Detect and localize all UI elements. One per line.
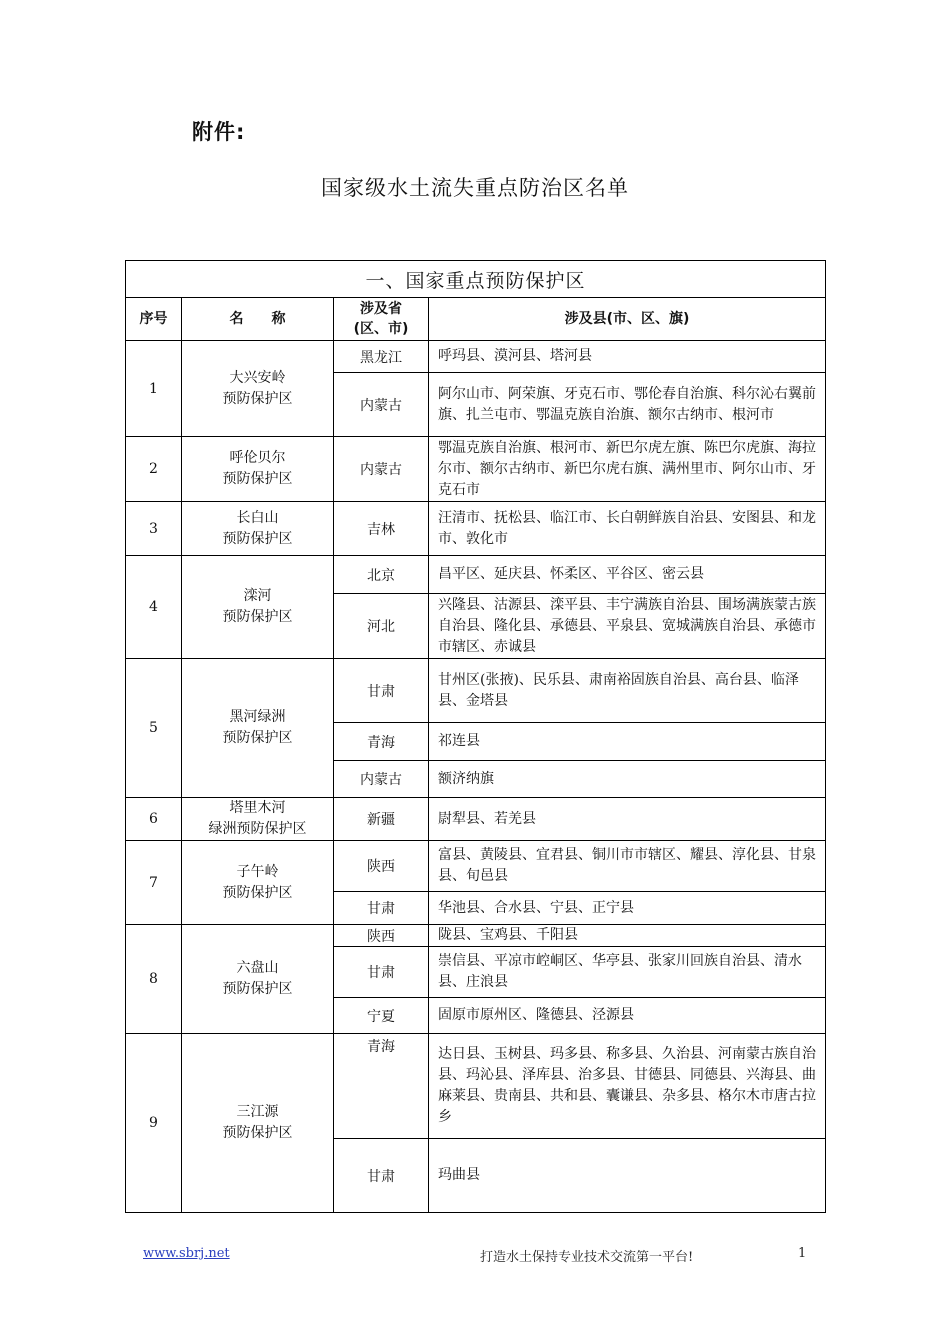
zone-name: 塔里木河 绿洲预防保护区 xyxy=(182,798,334,841)
row-number: 2 xyxy=(126,437,182,502)
zone-name: 滦河 预防保护区 xyxy=(182,556,334,659)
counties-cell: 祁连县 xyxy=(429,723,826,761)
counties-cell: 鄂温克族自治旗、根河市、新巴尔虎左旗、陈巴尔虎旗、海拉尔市、额尔古纳市、新巴尔虎右旗、满州里市、阿尔山市、牙克石市 xyxy=(429,437,826,502)
province-cell: 甘肃 xyxy=(334,659,429,723)
header-no: 序号 xyxy=(126,298,182,341)
zone-name: 子午岭 预防保护区 xyxy=(182,841,334,925)
counties-cell: 达日县、玉树县、玛多县、称多县、久治县、河南蒙古族自治县、玛沁县、泽库县、治多县、甘德县、同德县、兴海县、曲麻莱县、贵南县、共和县、囊谦县、杂多县、格尔木市唐古拉乡 xyxy=(429,1034,826,1139)
row-number: 1 xyxy=(126,341,182,437)
row-number: 3 xyxy=(126,502,182,556)
province-cell: 陕西 xyxy=(334,841,429,892)
zone-name: 三江源 预防保护区 xyxy=(182,1034,334,1213)
table-row xyxy=(126,437,826,502)
province-cell: 黑龙江 xyxy=(334,341,429,373)
province-cell: 青海 xyxy=(334,723,429,761)
zone-name: 呼伦贝尔 预防保护区 xyxy=(182,437,334,502)
counties-cell: 汪清市、抚松县、临江市、长白朝鲜族自治县、安图县、和龙市、敦化市 xyxy=(429,502,826,556)
zone-name: 大兴安岭 预防保护区 xyxy=(182,341,334,437)
province-cell: 陕西 xyxy=(334,925,429,947)
footer-slogan: 打造水土保持专业技术交流第一平台! xyxy=(480,1250,694,1265)
counties-cell: 兴隆县、沽源县、滦平县、丰宁满族自治县、围场满族蒙古族自治县、隆化县、承德县、平泉县、宽城满族自治县、承德市市辖区、赤诚县 xyxy=(429,594,826,659)
header-province-line1: 涉及省 xyxy=(360,301,402,317)
row-number: 5 xyxy=(126,659,182,798)
province-cell: 新疆 xyxy=(334,798,429,841)
province-cell: 内蒙古 xyxy=(334,373,429,437)
table-row xyxy=(126,798,826,841)
province-cell: 甘肃 xyxy=(334,892,429,925)
prevention-zone-table xyxy=(125,260,826,1213)
table-row xyxy=(126,925,826,947)
section-title-row xyxy=(126,261,826,298)
counties-cell: 昌平区、延庆县、怀柔区、平谷区、密云县 xyxy=(429,556,826,594)
header-counties: 涉及县(市、区、旗) xyxy=(429,298,826,341)
province-cell: 吉林 xyxy=(334,502,429,556)
zone-name: 黑河绿洲 预防保护区 xyxy=(182,659,334,798)
document-title: 国家级水土流失重点防治区名单 xyxy=(321,176,629,200)
counties-cell: 呼玛县、漠河县、塔河县 xyxy=(429,341,826,373)
province-cell: 宁夏 xyxy=(334,998,429,1034)
province-cell: 青海 xyxy=(334,1034,429,1139)
row-number: 4 xyxy=(126,556,182,659)
counties-cell: 额济纳旗 xyxy=(429,761,826,798)
counties-cell: 华池县、合水县、宁县、正宁县 xyxy=(429,892,826,925)
province-cell: 内蒙古 xyxy=(334,761,429,798)
province-cell: 甘肃 xyxy=(334,1139,429,1213)
counties-cell: 阿尔山市、阿荣旗、牙克石市、鄂伦春自治旗、科尔沁右翼前旗、扎兰屯市、鄂温克族自治旗、额尔古纳市、根河市 xyxy=(429,373,826,437)
table-row xyxy=(126,502,826,556)
header-province-line2: (区、市) xyxy=(353,321,409,337)
province-cell: 甘肃 xyxy=(334,947,429,998)
section-title: 一、国家重点预防保护区 xyxy=(126,261,826,298)
table-row xyxy=(126,1034,826,1139)
counties-cell: 玛曲县 xyxy=(429,1139,826,1213)
page-number: 1 xyxy=(798,1246,807,1261)
zone-name: 六盘山 预防保护区 xyxy=(182,925,334,1034)
footer-website-link[interactable]: www.sbrj.net xyxy=(143,1246,230,1261)
table-row xyxy=(126,556,826,594)
counties-cell: 富县、黄陵县、宜君县、铜川市市辖区、耀县、淳化县、甘泉县、旬邑县 xyxy=(429,841,826,892)
counties-cell: 甘州区(张掖)、民乐县、肃南裕固族自治县、高台县、临泽县、金塔县 xyxy=(429,659,826,723)
table-row xyxy=(126,341,826,373)
counties-cell: 陇县、宝鸡县、千阳县 xyxy=(429,925,826,947)
table-row xyxy=(126,659,826,723)
row-number: 7 xyxy=(126,841,182,925)
province-cell: 内蒙古 xyxy=(334,437,429,502)
header-name: 名 称 xyxy=(182,298,334,341)
row-number: 8 xyxy=(126,925,182,1034)
zone-name: 长白山 预防保护区 xyxy=(182,502,334,556)
table-row xyxy=(126,841,826,892)
header-province xyxy=(334,298,429,341)
attachment-label: 附件: xyxy=(192,120,246,144)
province-cell: 河北 xyxy=(334,594,429,659)
counties-cell: 崇信县、平凉市崆峒区、华亭县、张家川回族自治县、清水县、庄浪县 xyxy=(429,947,826,998)
row-number: 6 xyxy=(126,798,182,841)
province-cell: 北京 xyxy=(334,556,429,594)
row-number: 9 xyxy=(126,1034,182,1213)
counties-cell: 尉犁县、若羌县 xyxy=(429,798,826,841)
counties-cell: 固原市原州区、隆德县、泾源县 xyxy=(429,998,826,1034)
table-header-row xyxy=(126,298,826,341)
